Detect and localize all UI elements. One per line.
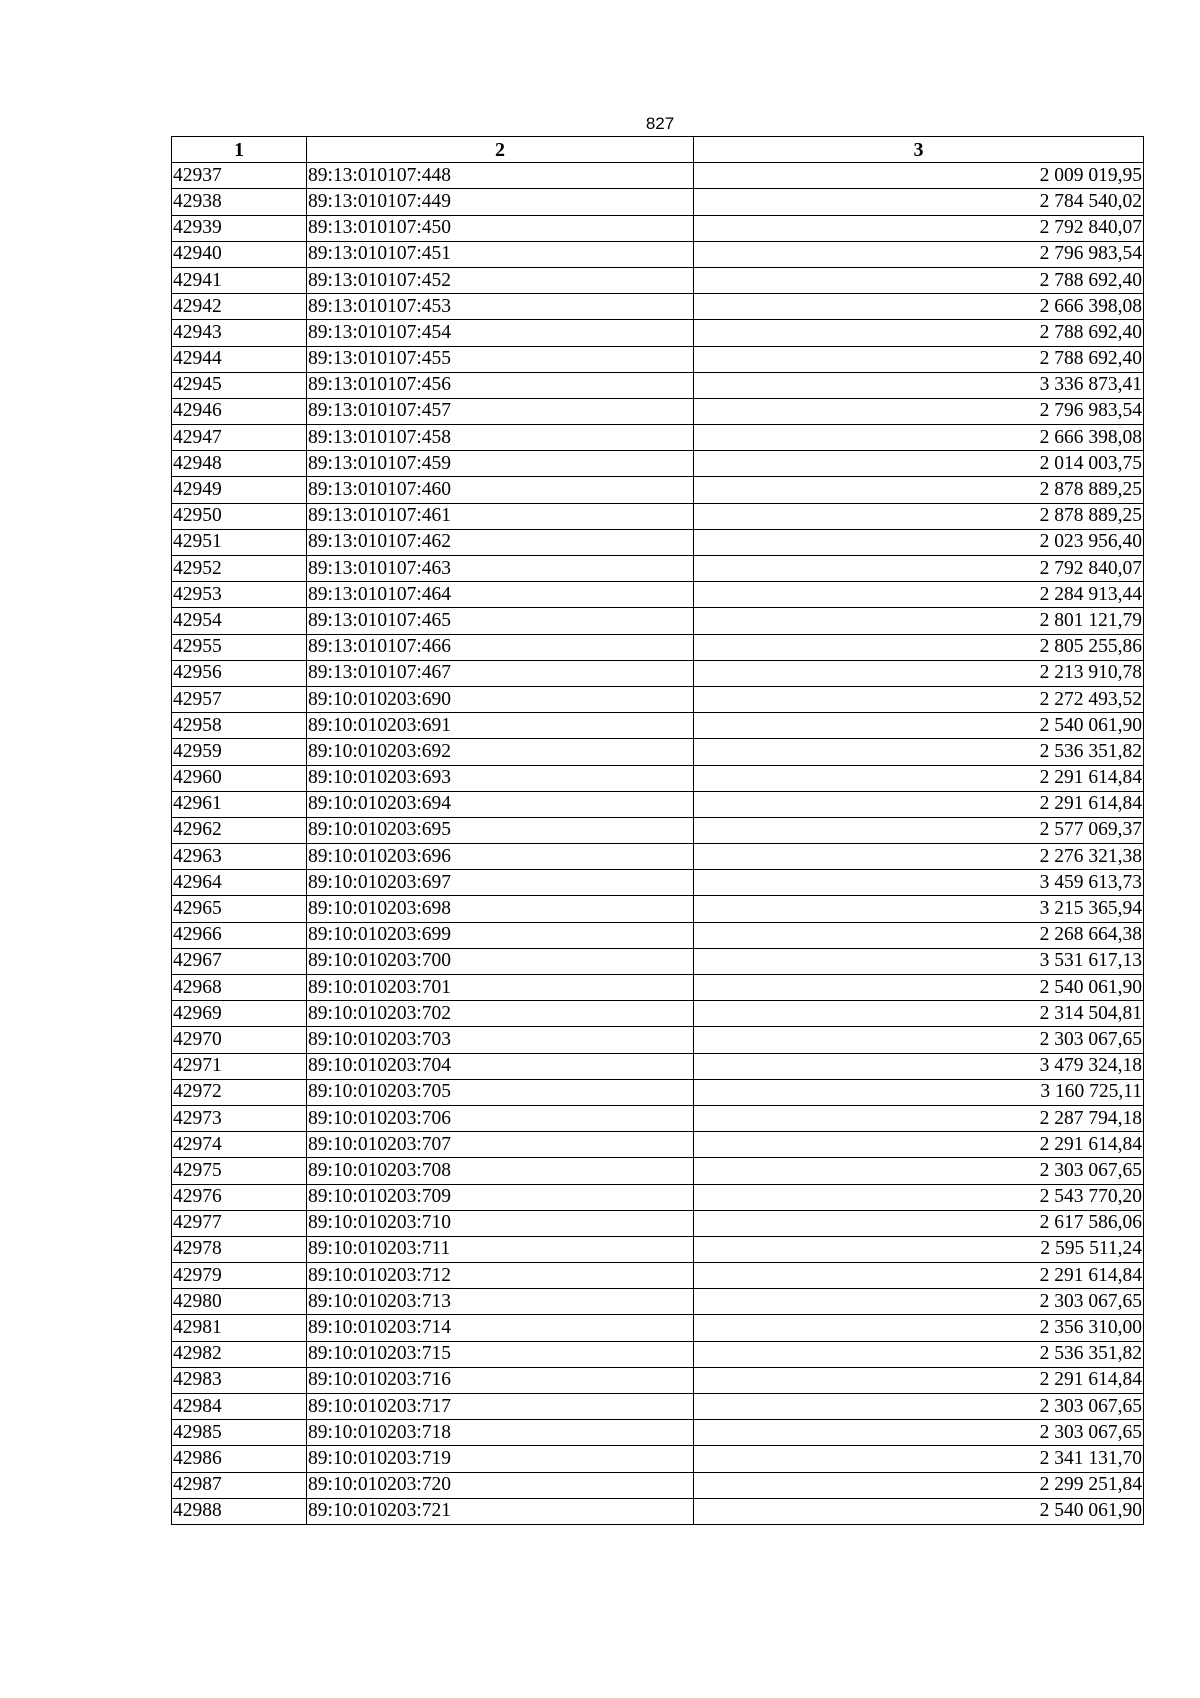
table-row bbox=[172, 1367, 1144, 1393]
value-cell: 2 878 889,25 bbox=[694, 503, 1144, 529]
cadastral-number-cell: 89:13:010107:456 bbox=[307, 372, 694, 398]
value-cell: 2 595 511,24 bbox=[694, 1236, 1144, 1262]
table-row bbox=[172, 922, 1144, 948]
value-cell: 2 540 061,90 bbox=[694, 1498, 1144, 1524]
table-row bbox=[172, 294, 1144, 320]
row-number-cell: 42974 bbox=[172, 1132, 307, 1158]
row-number-cell: 42949 bbox=[172, 477, 307, 503]
cadastral-number-cell: 89:10:010203:701 bbox=[307, 975, 694, 1001]
row-number-cell: 42940 bbox=[172, 241, 307, 267]
row-number-cell: 42982 bbox=[172, 1341, 307, 1367]
row-number-cell: 42965 bbox=[172, 896, 307, 922]
value-cell: 2 303 067,65 bbox=[694, 1027, 1144, 1053]
value-cell: 2 303 067,65 bbox=[694, 1289, 1144, 1315]
row-number-cell: 42981 bbox=[172, 1315, 307, 1341]
cadastral-number-cell: 89:13:010107:448 bbox=[307, 163, 694, 189]
row-number-cell: 42973 bbox=[172, 1105, 307, 1131]
row-number-cell: 42983 bbox=[172, 1367, 307, 1393]
cadastral-number-cell: 89:10:010203:715 bbox=[307, 1341, 694, 1367]
value-cell: 2 540 061,90 bbox=[694, 975, 1144, 1001]
cadastral-number-cell: 89:10:010203:719 bbox=[307, 1446, 694, 1472]
table-row bbox=[172, 477, 1144, 503]
cadastral-number-cell: 89:13:010107:465 bbox=[307, 608, 694, 634]
row-number-cell: 42977 bbox=[172, 1210, 307, 1236]
table-row bbox=[172, 1498, 1144, 1524]
cadastral-number-cell: 89:13:010107:452 bbox=[307, 267, 694, 293]
cadastral-number-cell: 89:13:010107:462 bbox=[307, 529, 694, 555]
cadastral-number-cell: 89:10:010203:709 bbox=[307, 1184, 694, 1210]
row-number-cell: 42954 bbox=[172, 608, 307, 634]
cadastral-number-cell: 89:13:010107:453 bbox=[307, 294, 694, 320]
table-row bbox=[172, 765, 1144, 791]
value-cell: 2 314 504,81 bbox=[694, 1001, 1144, 1027]
table-row bbox=[172, 1341, 1144, 1367]
table-row bbox=[172, 529, 1144, 555]
column-header-3: 3 bbox=[694, 137, 1144, 163]
value-cell: 3 160 725,11 bbox=[694, 1079, 1144, 1105]
value-cell: 2 303 067,65 bbox=[694, 1394, 1144, 1420]
table-row bbox=[172, 346, 1144, 372]
row-number-cell: 42952 bbox=[172, 556, 307, 582]
cadastral-number-cell: 89:13:010107:458 bbox=[307, 425, 694, 451]
value-cell: 2 291 614,84 bbox=[694, 791, 1144, 817]
cadastral-number-cell: 89:10:010203:721 bbox=[307, 1498, 694, 1524]
table-row bbox=[172, 1053, 1144, 1079]
table-row bbox=[172, 582, 1144, 608]
row-number-cell: 42962 bbox=[172, 817, 307, 843]
cadastral-number-cell: 89:10:010203:716 bbox=[307, 1367, 694, 1393]
value-cell: 2 213 910,78 bbox=[694, 660, 1144, 686]
table-row bbox=[172, 398, 1144, 424]
table-row bbox=[172, 215, 1144, 241]
cadastral-number-cell: 89:10:010203:703 bbox=[307, 1027, 694, 1053]
value-cell: 2 878 889,25 bbox=[694, 477, 1144, 503]
table-row bbox=[172, 608, 1144, 634]
table-row bbox=[172, 1001, 1144, 1027]
value-cell: 2 536 351,82 bbox=[694, 739, 1144, 765]
row-number-cell: 42937 bbox=[172, 163, 307, 189]
value-cell: 2 784 540,02 bbox=[694, 189, 1144, 215]
table-header-row bbox=[172, 137, 1144, 163]
row-number-cell: 42979 bbox=[172, 1263, 307, 1289]
row-number-cell: 42978 bbox=[172, 1236, 307, 1262]
table-row bbox=[172, 948, 1144, 974]
value-cell: 2 666 398,08 bbox=[694, 425, 1144, 451]
column-header-2: 2 bbox=[307, 137, 694, 163]
value-cell: 3 215 365,94 bbox=[694, 896, 1144, 922]
row-number-cell: 42988 bbox=[172, 1498, 307, 1524]
row-number-cell: 42941 bbox=[172, 267, 307, 293]
row-number-cell: 42953 bbox=[172, 582, 307, 608]
row-number-cell: 42946 bbox=[172, 398, 307, 424]
cadastral-number-cell: 89:10:010203:700 bbox=[307, 948, 694, 974]
row-number-cell: 42939 bbox=[172, 215, 307, 241]
table-row bbox=[172, 1420, 1144, 1446]
table-row bbox=[172, 267, 1144, 293]
table-row bbox=[172, 870, 1144, 896]
table-row bbox=[172, 634, 1144, 660]
value-cell: 2 666 398,08 bbox=[694, 294, 1144, 320]
row-number-cell: 42945 bbox=[172, 372, 307, 398]
row-number-cell: 42957 bbox=[172, 686, 307, 712]
value-cell: 2 341 131,70 bbox=[694, 1446, 1144, 1472]
row-number-cell: 42961 bbox=[172, 791, 307, 817]
cadastral-number-cell: 89:13:010107:464 bbox=[307, 582, 694, 608]
row-number-cell: 42967 bbox=[172, 948, 307, 974]
table-row bbox=[172, 556, 1144, 582]
cadastral-number-cell: 89:10:010203:717 bbox=[307, 1394, 694, 1420]
cadastral-number-cell: 89:10:010203:693 bbox=[307, 765, 694, 791]
value-cell: 3 479 324,18 bbox=[694, 1053, 1144, 1079]
cadastral-number-cell: 89:13:010107:460 bbox=[307, 477, 694, 503]
table-row bbox=[172, 1263, 1144, 1289]
table-row bbox=[172, 1236, 1144, 1262]
table-row bbox=[172, 1158, 1144, 1184]
value-cell: 2 805 255,86 bbox=[694, 634, 1144, 660]
value-cell: 2 291 614,84 bbox=[694, 1263, 1144, 1289]
value-cell: 2 299 251,84 bbox=[694, 1472, 1144, 1498]
table-row bbox=[172, 844, 1144, 870]
value-cell: 2 536 351,82 bbox=[694, 1341, 1144, 1367]
cadastral-number-cell: 89:13:010107:459 bbox=[307, 451, 694, 477]
table-row bbox=[172, 241, 1144, 267]
table-row bbox=[172, 189, 1144, 215]
row-number-cell: 42980 bbox=[172, 1289, 307, 1315]
value-cell: 2 788 692,40 bbox=[694, 346, 1144, 372]
table-row bbox=[172, 1105, 1144, 1131]
table-body bbox=[172, 163, 1144, 1525]
row-number-cell: 42950 bbox=[172, 503, 307, 529]
value-cell: 3 459 613,73 bbox=[694, 870, 1144, 896]
value-cell: 2 276 321,38 bbox=[694, 844, 1144, 870]
row-number-cell: 42969 bbox=[172, 1001, 307, 1027]
value-cell: 2 291 614,84 bbox=[694, 1367, 1144, 1393]
table-row bbox=[172, 1184, 1144, 1210]
cadastral-number-cell: 89:13:010107:454 bbox=[307, 320, 694, 346]
cadastral-number-cell: 89:10:010203:699 bbox=[307, 922, 694, 948]
value-cell: 2 014 003,75 bbox=[694, 451, 1144, 477]
column-header-1: 1 bbox=[172, 137, 307, 163]
cadastral-number-cell: 89:10:010203:705 bbox=[307, 1079, 694, 1105]
table-row bbox=[172, 975, 1144, 1001]
row-number-cell: 42975 bbox=[172, 1158, 307, 1184]
row-number-cell: 42944 bbox=[172, 346, 307, 372]
cadastral-number-cell: 89:10:010203:720 bbox=[307, 1472, 694, 1498]
row-number-cell: 42956 bbox=[172, 660, 307, 686]
table-row bbox=[172, 739, 1144, 765]
cadastral-number-cell: 89:10:010203:696 bbox=[307, 844, 694, 870]
cadastral-number-cell: 89:10:010203:708 bbox=[307, 1158, 694, 1184]
row-number-cell: 42968 bbox=[172, 975, 307, 1001]
value-cell: 2 617 586,06 bbox=[694, 1210, 1144, 1236]
table-row bbox=[172, 320, 1144, 346]
table-row bbox=[172, 1132, 1144, 1158]
value-cell: 2 356 310,00 bbox=[694, 1315, 1144, 1341]
row-number-cell: 42942 bbox=[172, 294, 307, 320]
cadastral-number-cell: 89:10:010203:711 bbox=[307, 1236, 694, 1262]
value-cell: 2 540 061,90 bbox=[694, 713, 1144, 739]
table-row bbox=[172, 425, 1144, 451]
cadastral-number-cell: 89:13:010107:467 bbox=[307, 660, 694, 686]
cadastral-number-cell: 89:10:010203:698 bbox=[307, 896, 694, 922]
value-cell: 2 792 840,07 bbox=[694, 215, 1144, 241]
page-number: 827 bbox=[645, 114, 675, 133]
value-cell: 2 023 956,40 bbox=[694, 529, 1144, 555]
row-number-cell: 42966 bbox=[172, 922, 307, 948]
table-row bbox=[172, 451, 1144, 477]
table-row bbox=[172, 372, 1144, 398]
table-row bbox=[172, 686, 1144, 712]
row-number-cell: 42951 bbox=[172, 529, 307, 555]
value-cell: 2 009 019,95 bbox=[694, 163, 1144, 189]
row-number-cell: 42971 bbox=[172, 1053, 307, 1079]
value-cell: 3 531 617,13 bbox=[694, 948, 1144, 974]
table-row bbox=[172, 163, 1144, 189]
table-row bbox=[172, 660, 1144, 686]
value-cell: 2 796 983,54 bbox=[694, 398, 1144, 424]
cadastral-number-cell: 89:10:010203:707 bbox=[307, 1132, 694, 1158]
value-cell: 2 543 770,20 bbox=[694, 1184, 1144, 1210]
table-row bbox=[172, 896, 1144, 922]
value-cell: 2 287 794,18 bbox=[694, 1105, 1144, 1131]
row-number-cell: 42943 bbox=[172, 320, 307, 346]
value-cell: 2 291 614,84 bbox=[694, 765, 1144, 791]
row-number-cell: 42976 bbox=[172, 1184, 307, 1210]
row-number-cell: 42985 bbox=[172, 1420, 307, 1446]
cadastral-number-cell: 89:13:010107:457 bbox=[307, 398, 694, 424]
cadastral-number-cell: 89:10:010203:704 bbox=[307, 1053, 694, 1079]
cadastral-number-cell: 89:10:010203:710 bbox=[307, 1210, 694, 1236]
row-number-cell: 42986 bbox=[172, 1446, 307, 1472]
value-cell: 2 792 840,07 bbox=[694, 556, 1144, 582]
cadastral-number-cell: 89:13:010107:455 bbox=[307, 346, 694, 372]
table-row bbox=[172, 1472, 1144, 1498]
value-cell: 3 336 873,41 bbox=[694, 372, 1144, 398]
value-cell: 2 577 069,37 bbox=[694, 817, 1144, 843]
row-number-cell: 42987 bbox=[172, 1472, 307, 1498]
cadastral-number-cell: 89:10:010203:714 bbox=[307, 1315, 694, 1341]
table-row bbox=[172, 1210, 1144, 1236]
cadastral-number-cell: 89:13:010107:461 bbox=[307, 503, 694, 529]
cadastral-number-cell: 89:13:010107:451 bbox=[307, 241, 694, 267]
value-cell: 2 303 067,65 bbox=[694, 1420, 1144, 1446]
value-cell: 2 268 664,38 bbox=[694, 922, 1144, 948]
table-row bbox=[172, 1315, 1144, 1341]
cadastral-number-cell: 89:10:010203:694 bbox=[307, 791, 694, 817]
cadastral-number-cell: 89:10:010203:712 bbox=[307, 1263, 694, 1289]
row-number-cell: 42958 bbox=[172, 713, 307, 739]
cadastral-number-cell: 89:13:010107:450 bbox=[307, 215, 694, 241]
row-number-cell: 42984 bbox=[172, 1394, 307, 1420]
table-row bbox=[172, 1079, 1144, 1105]
cadastral-number-cell: 89:10:010203:713 bbox=[307, 1289, 694, 1315]
value-cell: 2 303 067,65 bbox=[694, 1158, 1144, 1184]
row-number-cell: 42972 bbox=[172, 1079, 307, 1105]
row-number-cell: 42948 bbox=[172, 451, 307, 477]
row-number-cell: 42964 bbox=[172, 870, 307, 896]
cadastral-number-cell: 89:10:010203:718 bbox=[307, 1420, 694, 1446]
table-row bbox=[172, 503, 1144, 529]
data-table bbox=[171, 136, 1144, 1525]
row-number-cell: 42947 bbox=[172, 425, 307, 451]
cadastral-number-cell: 89:10:010203:691 bbox=[307, 713, 694, 739]
value-cell: 2 788 692,40 bbox=[694, 320, 1144, 346]
row-number-cell: 42963 bbox=[172, 844, 307, 870]
row-number-cell: 42955 bbox=[172, 634, 307, 660]
cadastral-number-cell: 89:10:010203:702 bbox=[307, 1001, 694, 1027]
cadastral-number-cell: 89:10:010203:697 bbox=[307, 870, 694, 896]
cadastral-number-cell: 89:13:010107:463 bbox=[307, 556, 694, 582]
table-row bbox=[172, 713, 1144, 739]
table-row bbox=[172, 1394, 1144, 1420]
row-number-cell: 42938 bbox=[172, 189, 307, 215]
table-row bbox=[172, 1289, 1144, 1315]
cadastral-number-cell: 89:10:010203:706 bbox=[307, 1105, 694, 1131]
row-number-cell: 42959 bbox=[172, 739, 307, 765]
value-cell: 2 284 913,44 bbox=[694, 582, 1144, 608]
row-number-cell: 42960 bbox=[172, 765, 307, 791]
value-cell: 2 272 493,52 bbox=[694, 686, 1144, 712]
cadastral-number-cell: 89:13:010107:466 bbox=[307, 634, 694, 660]
cadastral-number-cell: 89:10:010203:695 bbox=[307, 817, 694, 843]
table-row bbox=[172, 817, 1144, 843]
row-number-cell: 42970 bbox=[172, 1027, 307, 1053]
value-cell: 2 801 121,79 bbox=[694, 608, 1144, 634]
value-cell: 2 291 614,84 bbox=[694, 1132, 1144, 1158]
value-cell: 2 788 692,40 bbox=[694, 267, 1144, 293]
cadastral-number-cell: 89:10:010203:690 bbox=[307, 686, 694, 712]
table-row bbox=[172, 1027, 1144, 1053]
table-row bbox=[172, 1446, 1144, 1472]
table-row bbox=[172, 791, 1144, 817]
cadastral-number-cell: 89:10:010203:692 bbox=[307, 739, 694, 765]
value-cell: 2 796 983,54 bbox=[694, 241, 1144, 267]
cadastral-number-cell: 89:13:010107:449 bbox=[307, 189, 694, 215]
